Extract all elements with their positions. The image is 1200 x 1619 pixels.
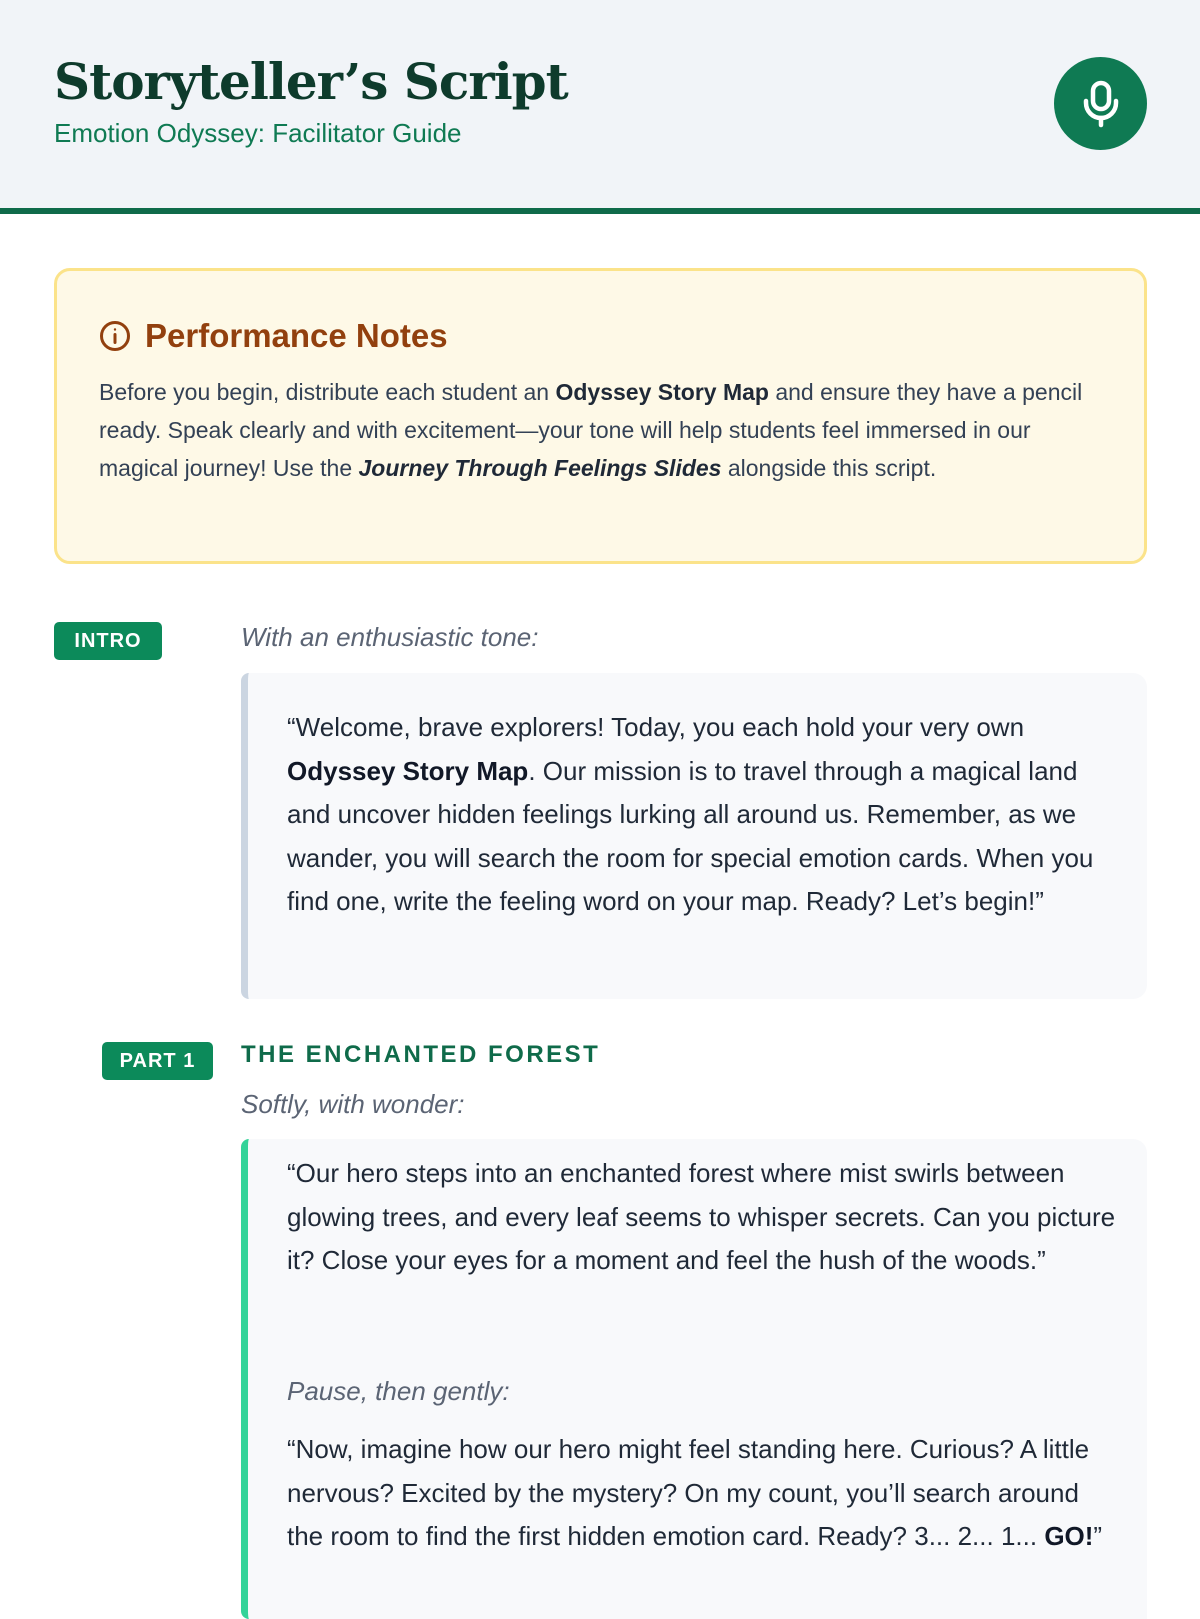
part1-tag: PART 1 xyxy=(102,1042,213,1080)
performance-notes-title: Performance Notes xyxy=(145,317,448,354)
page-header xyxy=(0,0,1200,214)
part1-direction: Softly, with wonder: xyxy=(241,1089,465,1119)
page-subtitle: Emotion Odyssey: Facilitator Guide xyxy=(54,118,462,148)
intro-script-text: “Welcome, brave explorers! Today, you each hold your very own Odyssey Story Map. Our mission is to travel through a magical land and uncover hidden feelings lurking all around us. Remember, as we wander, you will search the room for special emotion cards. When you find one, write the feeling word on your map. Ready? Let’s begin!” xyxy=(287,712,1094,916)
part1-script-text-2: “Now, imagine how our hero might feel standing here. Curious? A little nervous? Excited by the mystery? On my count, you’ll search around the room to find the first hidden emotion card. Ready? 3... 2... 1... GO!” xyxy=(287,1434,1103,1551)
intro-direction: With an enthusiastic tone: xyxy=(241,622,539,652)
info-icon xyxy=(99,320,131,352)
microphone-button[interactable] xyxy=(1054,57,1147,150)
part1-script-text-1: “Our hero steps into an enchanted forest where mist swirls between glowing trees, and every leaf seems to whisper secrets. Can you picture it? Close your eyes for a moment and feel the hush of the woods.” xyxy=(287,1158,1116,1275)
performance-notes-header xyxy=(99,317,448,355)
part1-script-box xyxy=(241,1139,1147,1619)
part1-pause-direction: Pause, then gently: xyxy=(287,1376,510,1406)
intro-script-box xyxy=(241,673,1147,999)
part1-title: THE ENCHANTED FOREST xyxy=(241,1041,601,1068)
intro-tag: INTRO xyxy=(54,622,162,660)
performance-notes-body: Before you begin, distribute each student an Odyssey Story Map and ensure they have a pencil ready. Speak clearly and with excitement—your tone will help students feel immersed in our magical journey! Use the Journey Through Feelings Slides alongside this script. xyxy=(99,379,1083,481)
performance-notes-card xyxy=(54,268,1147,564)
page-title: Storyteller’s Script xyxy=(54,52,568,111)
microphone-icon xyxy=(1081,80,1121,128)
